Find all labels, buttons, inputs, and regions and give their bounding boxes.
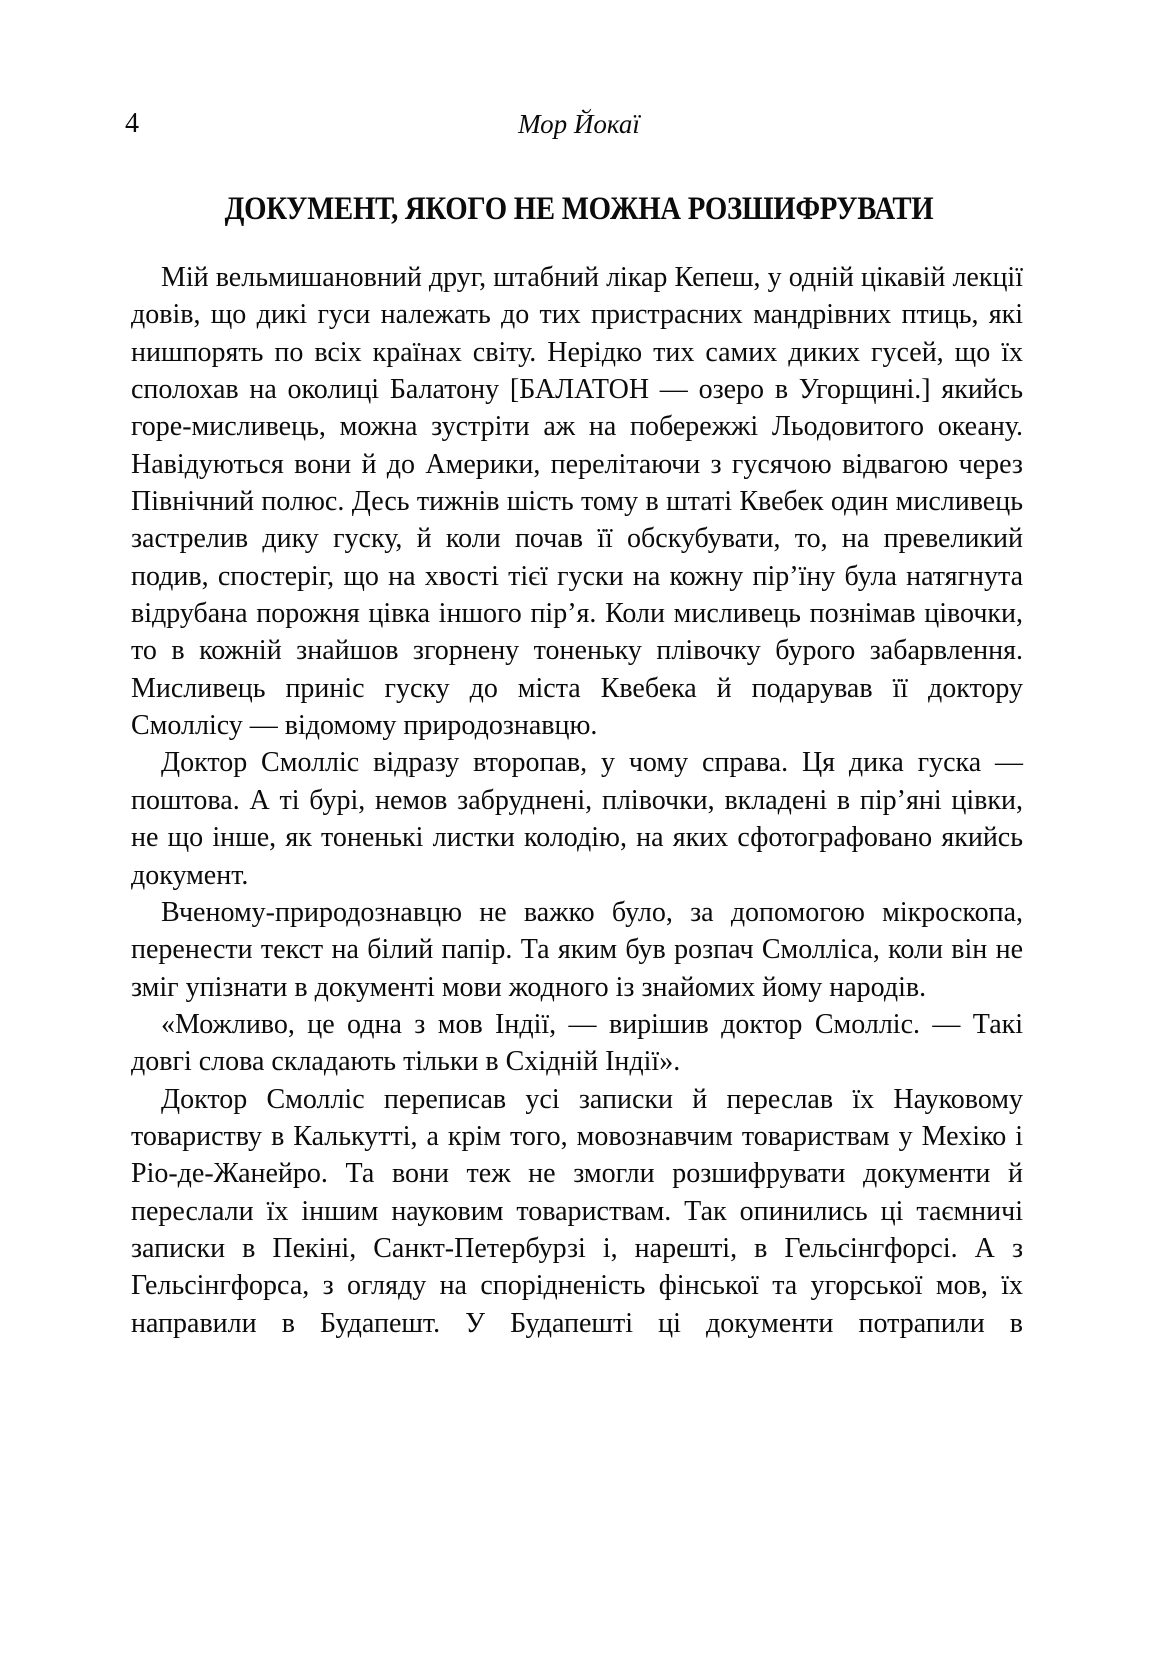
paragraph: Доктор Смолліс переписав усі записки й переслав їх Науковому товариству в Калькутті, а крім того, мовознавчим товариствам у Мехіко і Ріо-де-Жанейро. Та вони теж не змогли розшифрувати документи й переслали їх іншим науковим товариствам. Так опинились ці таємничі записки в Пекіні, Санкт-Петербурзі і, нарешті, в Гельсінгфорсі. А з Гельсінгфорса, з огляду на спорідненість фінської та угорської мов, їх направили в Будапешт. У Будапешті ці документи потрапили в [131, 1083, 1023, 1339]
page-number: 4 [125, 108, 139, 139]
page-header [125, 106, 1027, 142]
paragraph: Доктор Смолліс відразу второпав, у чому справа. Ця дика гуска — поштова. А ті бурі, немов забруднені, плівочки, вкладені в пір’яні цівки, не що інше, як тоненькі листки колодію, на яких сфотографовано якийсь документ. [131, 747, 1023, 891]
paragraph: Мій вельмишановний друг, штабний лікар Кепеш, у одній цікавій лекції довів, що дикі гуси належать до тих пристрасних мандрівних птиць, які нишпорять по всіх країнах світу. Нерідко тих самих диких гусей, що їх сполохав на околиці Балатону [БАЛАТОН — озеро в Угорщині.] якийсь горе-мисливець, можна зустріти аж на побережжі Льодовитого океану. Навідуються вони й до Америки, перелітаючи з гусячою відвагою через Північний полюс. Десь тижнів шість тому в штаті Квебек один мисливець застрелив дику гуску, й коли почав її обскубувати, то, на превеликий подив, спостеріг, що на хвості тієї гуски на кожну пір’їну була натягнута відрубана порожня цівка іншого пір’я. Коли мисливець познімав цівочки, то в кожній знайшов згорнену тоненьку плівочку бурого забарвлення. Мисливець приніс гуску до міста Квебека й подарував її доктору Смоллісу — відомому природознавцю. [131, 262, 1023, 742]
paragraph: «Можливо, це одна з мов Індії, — вирішив доктор Смолліс. — Такі довгі слова складають тільки в Східній Індії». [131, 1008, 1023, 1078]
chapter-title: ДОКУМЕНТ, ЯКОГО НЕ МОЖНА РОЗШИФРУВАТИ [224, 190, 934, 227]
running-head: Мор Йокаї [518, 109, 640, 139]
body-text [131, 259, 1023, 1342]
paragraph: Вченому-природознавцю не важко було, за допомогою мікроскопа, перенести текст на білий папір. Та яким був розпач Смолліса, коли він не зміг упізнати в документі мови жодного із знайомих йому народів. [131, 896, 1023, 1003]
